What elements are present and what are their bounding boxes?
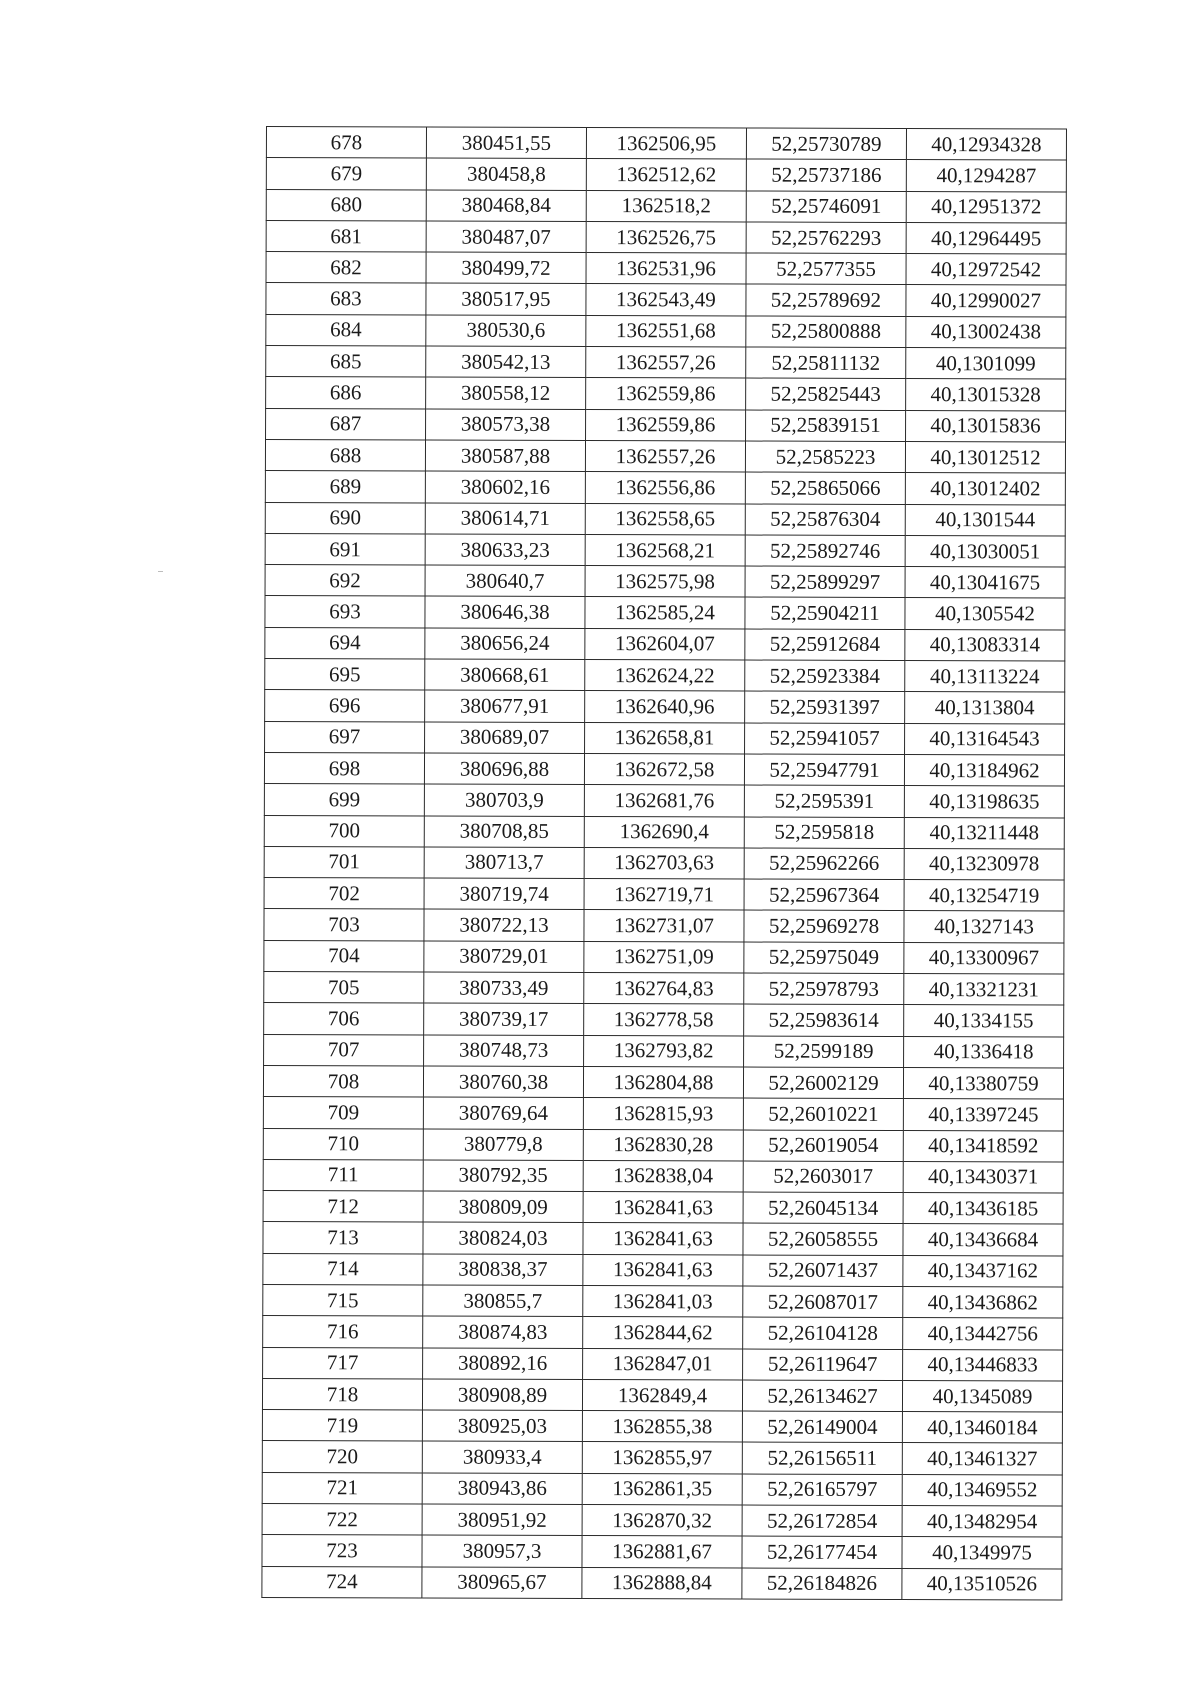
table-row <box>265 721 1065 755</box>
point-number-cell: 713 <box>263 1222 423 1254</box>
y-coordinate-cell: 1362604,07 <box>585 628 745 660</box>
point-number-cell: 683 <box>266 283 426 315</box>
y-coordinate-cell: 1362838,04 <box>583 1160 743 1192</box>
longitude-cell: 40,13230978 <box>904 848 1064 880</box>
y-coordinate-cell: 1362841,63 <box>583 1254 743 1286</box>
y-coordinate-cell: 1362881,67 <box>582 1536 742 1568</box>
latitude-cell: 52,25904211 <box>745 597 905 629</box>
y-coordinate-cell: 1362690,4 <box>584 816 744 848</box>
point-number-cell: 682 <box>266 252 426 284</box>
longitude-cell: 40,13460184 <box>902 1412 1062 1444</box>
x-coordinate-cell: 380943,86 <box>422 1473 582 1505</box>
y-coordinate-cell: 1362575,98 <box>585 566 745 598</box>
longitude-cell: 40,12972542 <box>906 254 1066 286</box>
longitude-cell: 40,12964495 <box>906 222 1066 254</box>
longitude-cell: 40,13437162 <box>903 1255 1063 1287</box>
longitude-cell: 40,1345089 <box>902 1380 1062 1412</box>
latitude-cell: 52,25811132 <box>746 347 906 379</box>
x-coordinate-cell: 380779,8 <box>423 1128 583 1160</box>
x-coordinate-cell: 380517,95 <box>426 283 586 315</box>
x-coordinate-cell: 380530,6 <box>426 315 586 347</box>
table-row <box>262 1566 1062 1600</box>
latitude-cell: 52,25789692 <box>746 284 906 316</box>
latitude-cell: 52,25975049 <box>744 942 904 974</box>
x-coordinate-cell: 380748,73 <box>424 1035 584 1067</box>
point-number-cell: 722 <box>262 1504 422 1536</box>
y-coordinate-cell: 1362844,62 <box>583 1317 743 1349</box>
longitude-cell: 40,13041675 <box>905 567 1065 599</box>
x-coordinate-cell: 380633,23 <box>425 534 585 566</box>
longitude-cell: 40,1294287 <box>906 160 1066 192</box>
latitude-cell: 52,25947791 <box>744 754 904 786</box>
x-coordinate-cell: 380760,38 <box>423 1066 583 1098</box>
longitude-cell: 40,13254719 <box>904 880 1064 912</box>
longitude-cell: 40,13321231 <box>904 974 1064 1006</box>
y-coordinate-cell: 1362640,96 <box>585 691 745 723</box>
longitude-cell: 40,1336418 <box>904 1036 1064 1068</box>
latitude-cell: 52,2585223 <box>745 441 905 473</box>
table-row <box>266 283 1066 317</box>
table-row <box>264 940 1064 974</box>
point-number-cell: 698 <box>264 752 424 784</box>
y-coordinate-cell: 1362841,63 <box>583 1223 743 1255</box>
longitude-cell: 40,13482954 <box>902 1506 1062 1538</box>
table-row <box>266 189 1066 223</box>
x-coordinate-cell: 380925,03 <box>422 1410 582 1442</box>
latitude-cell: 52,26177454 <box>742 1536 902 1568</box>
longitude-cell: 40,1334155 <box>904 1005 1064 1037</box>
latitude-cell: 52,26165797 <box>742 1474 902 1506</box>
table-row <box>263 1191 1063 1225</box>
latitude-cell: 52,25892746 <box>745 535 905 567</box>
x-coordinate-cell: 380656,24 <box>425 628 585 660</box>
longitude-cell: 40,13164543 <box>905 723 1065 755</box>
latitude-cell: 52,26071437 <box>743 1255 903 1287</box>
x-coordinate-cell: 380965,67 <box>422 1567 582 1599</box>
y-coordinate-cell: 1362551,68 <box>586 315 746 347</box>
table-row <box>263 1316 1063 1350</box>
latitude-cell: 52,26134627 <box>742 1380 902 1412</box>
latitude-cell: 52,25839151 <box>746 410 906 442</box>
longitude-cell: 40,13436684 <box>903 1224 1063 1256</box>
longitude-cell: 40,13012402 <box>905 473 1065 505</box>
x-coordinate-cell: 380677,91 <box>425 690 585 722</box>
latitude-cell: 52,26087017 <box>743 1286 903 1318</box>
y-coordinate-cell: 1362861,35 <box>582 1473 742 1505</box>
latitude-cell: 52,26149004 <box>742 1411 902 1443</box>
latitude-cell: 52,25762293 <box>746 222 906 254</box>
point-number-cell: 696 <box>265 690 425 722</box>
latitude-cell: 52,26019054 <box>743 1130 903 1162</box>
table-row <box>266 346 1066 380</box>
x-coordinate-cell: 380646,38 <box>425 596 585 628</box>
y-coordinate-cell: 1362658,81 <box>585 722 745 754</box>
y-coordinate-cell: 1362847,01 <box>583 1348 743 1380</box>
table-row <box>265 471 1065 505</box>
x-coordinate-cell: 380874,83 <box>423 1316 583 1348</box>
point-number-cell: 681 <box>266 220 426 252</box>
latitude-cell: 52,25967364 <box>744 879 904 911</box>
latitude-cell: 52,2577355 <box>746 253 906 285</box>
x-coordinate-cell: 380587,88 <box>425 440 585 472</box>
latitude-cell: 52,2595391 <box>744 785 904 817</box>
table-row <box>266 252 1066 286</box>
latitude-cell: 52,25978793 <box>744 973 904 1005</box>
point-number-cell: 721 <box>262 1472 422 1504</box>
latitude-cell: 52,25969278 <box>744 910 904 942</box>
coordinates-table-container <box>266 126 1066 1598</box>
point-number-cell: 712 <box>263 1191 423 1223</box>
x-coordinate-cell: 380809,09 <box>423 1191 583 1223</box>
longitude-cell: 40,1349975 <box>902 1537 1062 1569</box>
y-coordinate-cell: 1362518,2 <box>586 190 746 222</box>
table-row <box>263 1222 1063 1256</box>
y-coordinate-cell: 1362557,26 <box>586 347 746 379</box>
latitude-cell: 52,25825443 <box>746 378 906 410</box>
longitude-cell: 40,13002438 <box>906 316 1066 348</box>
longitude-cell: 40,13436185 <box>903 1193 1063 1225</box>
point-number-cell: 718 <box>262 1378 422 1410</box>
longitude-cell: 40,13436862 <box>903 1286 1063 1318</box>
point-number-cell: 709 <box>263 1097 423 1129</box>
point-number-cell: 693 <box>265 596 425 628</box>
table-row <box>265 565 1065 599</box>
x-coordinate-cell: 380689,07 <box>425 722 585 754</box>
point-number-cell: 699 <box>264 784 424 816</box>
longitude-cell: 40,1313804 <box>905 692 1065 724</box>
x-coordinate-cell: 380614,71 <box>425 503 585 535</box>
x-coordinate-cell: 380703,9 <box>424 784 584 816</box>
x-coordinate-cell: 380729,01 <box>424 941 584 973</box>
longitude-cell: 40,12990027 <box>906 285 1066 317</box>
table-row <box>265 596 1065 630</box>
latitude-cell: 52,25962266 <box>744 848 904 880</box>
table-row <box>262 1441 1062 1475</box>
y-coordinate-cell: 1362764,83 <box>584 973 744 1005</box>
table-row <box>264 752 1064 786</box>
y-coordinate-cell: 1362793,82 <box>584 1035 744 1067</box>
x-coordinate-cell: 380739,17 <box>424 1003 584 1035</box>
table-row <box>263 1097 1063 1131</box>
point-number-cell: 692 <box>265 565 425 597</box>
x-coordinate-cell: 380722,13 <box>424 909 584 941</box>
latitude-cell: 52,26104128 <box>743 1317 903 1349</box>
point-number-cell: 715 <box>263 1284 423 1316</box>
x-coordinate-cell: 380824,03 <box>423 1222 583 1254</box>
longitude-cell: 40,12934328 <box>906 129 1066 161</box>
scan-speck <box>158 571 163 572</box>
longitude-cell: 40,13184962 <box>904 754 1064 786</box>
longitude-cell: 40,1301099 <box>906 348 1066 380</box>
point-number-cell: 706 <box>264 1003 424 1035</box>
x-coordinate-cell: 380602,16 <box>425 471 585 503</box>
latitude-cell: 52,25931397 <box>745 691 905 723</box>
table-row <box>266 408 1066 442</box>
longitude-cell: 40,13012512 <box>905 441 1065 473</box>
table-row <box>265 627 1065 661</box>
x-coordinate-cell: 380933,4 <box>422 1441 582 1473</box>
x-coordinate-cell: 380668,61 <box>425 659 585 691</box>
longitude-cell: 40,13113224 <box>905 661 1065 693</box>
x-coordinate-cell: 380451,55 <box>426 127 586 159</box>
table-row <box>262 1535 1062 1569</box>
table-row <box>264 815 1064 849</box>
table-row <box>263 1128 1063 1162</box>
latitude-cell: 52,26156511 <box>742 1442 902 1474</box>
longitude-cell: 40,12951372 <box>906 191 1066 223</box>
longitude-cell: 40,13510526 <box>902 1568 1062 1600</box>
point-number-cell: 720 <box>262 1441 422 1473</box>
y-coordinate-cell: 1362731,07 <box>584 910 744 942</box>
coordinates-table-body <box>262 127 1067 1600</box>
x-coordinate-cell: 380838,37 <box>423 1254 583 1286</box>
table-row <box>265 533 1065 567</box>
x-coordinate-cell: 380640,7 <box>425 565 585 597</box>
point-number-cell: 705 <box>264 972 424 1004</box>
latitude-cell: 52,25912684 <box>745 629 905 661</box>
y-coordinate-cell: 1362568,21 <box>585 534 745 566</box>
y-coordinate-cell: 1362778,58 <box>584 1004 744 1036</box>
point-number-cell: 723 <box>262 1535 422 1567</box>
x-coordinate-cell: 380487,07 <box>426 221 586 253</box>
longitude-cell: 40,13211448 <box>904 817 1064 849</box>
point-number-cell: 689 <box>265 471 425 503</box>
point-number-cell: 711 <box>263 1159 423 1191</box>
x-coordinate-cell: 380468,84 <box>426 190 586 222</box>
point-number-cell: 680 <box>266 189 426 221</box>
point-number-cell: 697 <box>265 721 425 753</box>
point-number-cell: 694 <box>265 627 425 659</box>
point-number-cell: 702 <box>264 878 424 910</box>
y-coordinate-cell: 1362830,28 <box>583 1129 743 1161</box>
point-number-cell: 714 <box>263 1253 423 1285</box>
latitude-cell: 52,25941057 <box>745 723 905 755</box>
longitude-cell: 40,13083314 <box>905 629 1065 661</box>
latitude-cell: 52,2599189 <box>744 1036 904 1068</box>
y-coordinate-cell: 1362558,65 <box>585 503 745 535</box>
latitude-cell: 52,25899297 <box>745 566 905 598</box>
latitude-cell: 52,26184826 <box>742 1568 902 1600</box>
longitude-cell: 40,13300967 <box>904 942 1064 974</box>
longitude-cell: 40,13469552 <box>902 1474 1062 1506</box>
latitude-cell: 52,25737186 <box>746 159 906 191</box>
point-number-cell: 708 <box>263 1065 423 1097</box>
y-coordinate-cell: 1362855,38 <box>582 1411 742 1443</box>
x-coordinate-cell: 380892,16 <box>423 1348 583 1380</box>
latitude-cell: 52,25876304 <box>745 504 905 536</box>
table-row <box>263 1347 1063 1381</box>
table-row <box>263 1065 1063 1099</box>
x-coordinate-cell: 380499,72 <box>426 252 586 284</box>
y-coordinate-cell: 1362624,22 <box>585 660 745 692</box>
latitude-cell: 52,26010221 <box>743 1098 903 1130</box>
table-row <box>264 972 1064 1006</box>
x-coordinate-cell: 380458,8 <box>426 158 586 190</box>
table-row <box>266 314 1066 348</box>
y-coordinate-cell: 1362672,58 <box>584 753 744 785</box>
y-coordinate-cell: 1362506,95 <box>586 128 746 160</box>
y-coordinate-cell: 1362556,86 <box>585 472 745 504</box>
point-number-cell: 688 <box>265 439 425 471</box>
y-coordinate-cell: 1362870,32 <box>582 1505 742 1537</box>
table-row <box>264 1034 1064 1068</box>
point-number-cell: 701 <box>264 846 424 878</box>
longitude-cell: 40,13015328 <box>906 379 1066 411</box>
y-coordinate-cell: 1362751,09 <box>584 941 744 973</box>
x-coordinate-cell: 380855,7 <box>423 1285 583 1317</box>
y-coordinate-cell: 1362719,71 <box>584 879 744 911</box>
y-coordinate-cell: 1362849,4 <box>582 1379 742 1411</box>
point-number-cell: 685 <box>266 346 426 378</box>
table-row <box>262 1410 1062 1444</box>
y-coordinate-cell: 1362804,88 <box>583 1066 743 1098</box>
point-number-cell: 719 <box>262 1410 422 1442</box>
y-coordinate-cell: 1362512,62 <box>586 159 746 191</box>
longitude-cell: 40,13030051 <box>905 535 1065 567</box>
table-row <box>264 846 1064 880</box>
table-row <box>264 784 1064 818</box>
point-number-cell: 710 <box>263 1128 423 1160</box>
y-coordinate-cell: 1362531,96 <box>586 253 746 285</box>
latitude-cell: 52,25746091 <box>746 191 906 223</box>
latitude-cell: 52,25983614 <box>744 1004 904 1036</box>
table-row <box>266 127 1066 161</box>
latitude-cell: 52,25923384 <box>745 660 905 692</box>
point-number-cell: 724 <box>262 1566 422 1598</box>
table-row <box>265 439 1065 473</box>
table-row <box>264 1003 1064 1037</box>
table-row <box>262 1378 1062 1412</box>
x-coordinate-cell: 380792,35 <box>423 1160 583 1192</box>
x-coordinate-cell: 380769,64 <box>423 1097 583 1129</box>
longitude-cell: 40,1327143 <box>904 911 1064 943</box>
point-number-cell: 717 <box>263 1347 423 1379</box>
x-coordinate-cell: 380719,74 <box>424 878 584 910</box>
longitude-cell: 40,13461327 <box>902 1443 1062 1475</box>
longitude-cell: 40,13442756 <box>903 1318 1063 1350</box>
y-coordinate-cell: 1362841,63 <box>583 1192 743 1224</box>
latitude-cell: 52,25800888 <box>746 316 906 348</box>
longitude-cell: 40,13418592 <box>903 1130 1063 1162</box>
x-coordinate-cell: 380733,49 <box>424 972 584 1004</box>
table-row <box>263 1284 1063 1318</box>
y-coordinate-cell: 1362559,86 <box>586 378 746 410</box>
y-coordinate-cell: 1362855,97 <box>582 1442 742 1474</box>
y-coordinate-cell: 1362888,84 <box>582 1567 742 1599</box>
y-coordinate-cell: 1362815,93 <box>583 1098 743 1130</box>
y-coordinate-cell: 1362585,24 <box>585 597 745 629</box>
y-coordinate-cell: 1362557,26 <box>585 440 745 472</box>
longitude-cell: 40,1305542 <box>905 598 1065 630</box>
point-number-cell: 691 <box>265 533 425 565</box>
y-coordinate-cell: 1362681,76 <box>584 785 744 817</box>
latitude-cell: 52,25730789 <box>746 128 906 160</box>
x-coordinate-cell: 380696,88 <box>424 753 584 785</box>
x-coordinate-cell: 380573,38 <box>426 409 586 441</box>
point-number-cell: 690 <box>265 502 425 534</box>
x-coordinate-cell: 380957,3 <box>422 1535 582 1567</box>
point-number-cell: 679 <box>266 158 426 190</box>
latitude-cell: 52,26172854 <box>742 1505 902 1537</box>
table-row <box>262 1504 1062 1538</box>
point-number-cell: 686 <box>266 377 426 409</box>
point-number-cell: 703 <box>264 909 424 941</box>
x-coordinate-cell: 380951,92 <box>422 1504 582 1536</box>
point-number-cell: 687 <box>266 408 426 440</box>
latitude-cell: 52,2595818 <box>744 817 904 849</box>
longitude-cell: 40,13397245 <box>903 1099 1063 1131</box>
x-coordinate-cell: 380558,12 <box>426 377 586 409</box>
table-row <box>262 1472 1062 1506</box>
table-row <box>266 377 1066 411</box>
longitude-cell: 40,13380759 <box>903 1067 1063 1099</box>
table-row <box>265 502 1065 536</box>
table-row <box>265 659 1065 693</box>
x-coordinate-cell: 380908,89 <box>422 1379 582 1411</box>
longitude-cell: 40,13446833 <box>903 1349 1063 1381</box>
longitude-cell: 40,1301544 <box>905 504 1065 536</box>
x-coordinate-cell: 380713,7 <box>424 847 584 879</box>
point-number-cell: 704 <box>264 940 424 972</box>
latitude-cell: 52,26002129 <box>743 1067 903 1099</box>
table-row <box>264 878 1064 912</box>
y-coordinate-cell: 1362559,86 <box>586 409 746 441</box>
point-number-cell: 700 <box>264 815 424 847</box>
latitude-cell: 52,26058555 <box>743 1223 903 1255</box>
latitude-cell: 52,26119647 <box>743 1349 903 1381</box>
x-coordinate-cell: 380708,85 <box>424 816 584 848</box>
longitude-cell: 40,13430371 <box>903 1161 1063 1193</box>
table-row <box>264 909 1064 943</box>
latitude-cell: 52,26045134 <box>743 1192 903 1224</box>
point-number-cell: 716 <box>263 1316 423 1348</box>
longitude-cell: 40,13198635 <box>904 786 1064 818</box>
point-number-cell: 695 <box>265 659 425 691</box>
y-coordinate-cell: 1362841,03 <box>583 1285 743 1317</box>
table-row <box>263 1159 1063 1193</box>
table-row <box>266 220 1066 254</box>
latitude-cell: 52,2603017 <box>743 1161 903 1193</box>
latitude-cell: 52,25865066 <box>745 472 905 504</box>
point-number-cell: 684 <box>266 314 426 346</box>
y-coordinate-cell: 1362526,75 <box>586 221 746 253</box>
point-number-cell: 707 <box>264 1034 424 1066</box>
y-coordinate-cell: 1362703,63 <box>584 847 744 879</box>
longitude-cell: 40,13015836 <box>906 410 1066 442</box>
table-row <box>265 690 1065 724</box>
y-coordinate-cell: 1362543,49 <box>586 284 746 316</box>
table-row <box>263 1253 1063 1287</box>
coordinates-table <box>261 126 1067 1600</box>
point-number-cell: 678 <box>266 127 426 159</box>
table-row <box>266 158 1066 192</box>
x-coordinate-cell: 380542,13 <box>426 346 586 378</box>
